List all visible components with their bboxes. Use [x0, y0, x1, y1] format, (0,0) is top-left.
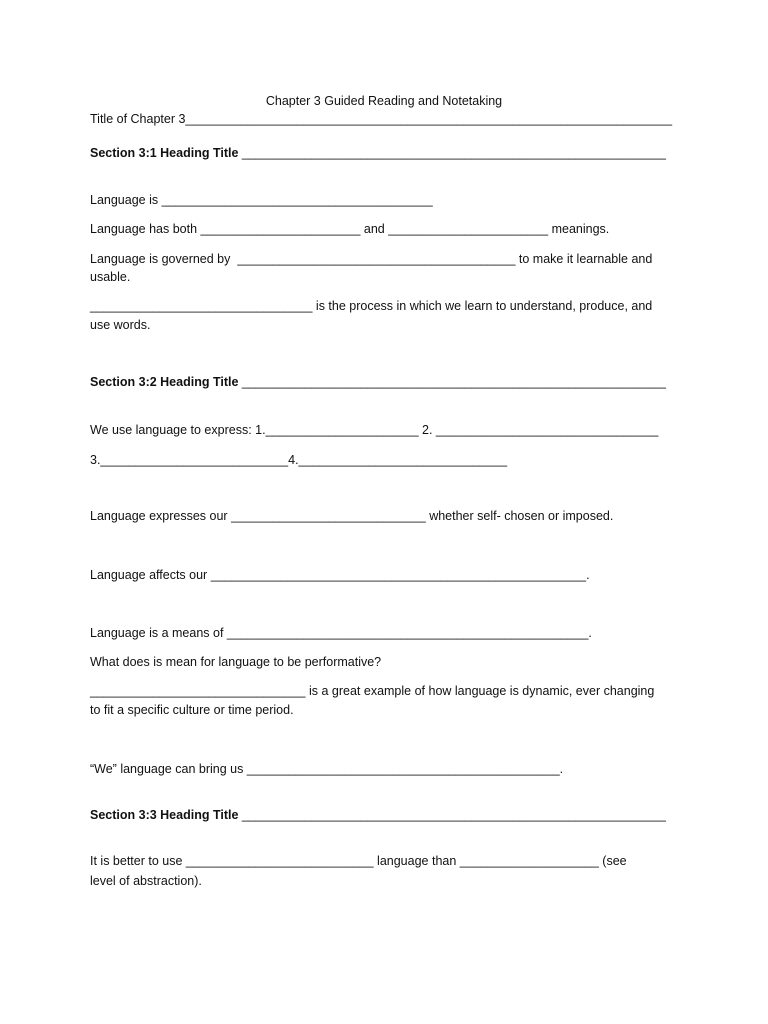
expresses-our-line: Language expresses our ____________________________ whether self- chosen or imposed. [90, 509, 614, 523]
document-title: Chapter 3 Guided Reading and Notetaking [265, 94, 503, 108]
section-3-2-heading-label: Section 3:2 Heading Title [90, 375, 239, 389]
affects-our-line: Language affects our ______________________________________________________. [90, 568, 590, 582]
express-line-continued: 3.___________________________4.______________________________ [90, 453, 508, 467]
process-line: ________________________________ is the process in which we learn to understand, produce, and [90, 299, 653, 313]
means-of-line: Language is a means of ____________________________________________________. [90, 626, 592, 640]
section-3-3-heading-label: Section 3:3 Heading Title [90, 808, 239, 822]
performative-question: What does is mean for language to be performative? [90, 655, 382, 669]
governed-by-line-continued: usable. [90, 270, 131, 284]
section-3-3-heading-blank: _____________________________________________________________ [238, 808, 666, 822]
section-3-1-heading-blank: _____________________________________________________________ [238, 146, 666, 160]
section-3-3-heading [90, 806, 666, 825]
better-to-use-line-continued: level of abstraction). [90, 874, 202, 888]
dynamic-line: _______________________________ is a great example of how language is dynamic, ever changing [90, 684, 655, 698]
section-3-2-heading [90, 373, 666, 392]
express-line: We use language to express: 1.______________________ 2. ________________________________ [90, 423, 659, 437]
process-line-continued: use words. [90, 318, 151, 332]
section-3-1-heading [90, 144, 666, 163]
section-3-1-heading-label: Section 3:1 Heading Title [90, 146, 239, 160]
language-is-line: Language is _______________________________________ [90, 193, 433, 207]
governed-by-line: Language is governed by ________________________________________ to make it learnable and [90, 252, 653, 266]
chapter-title-line: Title of Chapter 3______________________________________________________________________ [90, 112, 673, 126]
section-3-2-heading-blank: _____________________________________________________________ [238, 375, 666, 389]
language-has-both-line: Language has both _______________________ and _______________________ meanings. [90, 222, 610, 236]
better-to-use-line: It is better to use ___________________________ language than ____________________ (see [90, 854, 627, 868]
we-language-line: “We” language can bring us _____________________________________________. [90, 762, 564, 776]
dynamic-line-continued: to fit a specific culture or time period. [90, 703, 294, 717]
